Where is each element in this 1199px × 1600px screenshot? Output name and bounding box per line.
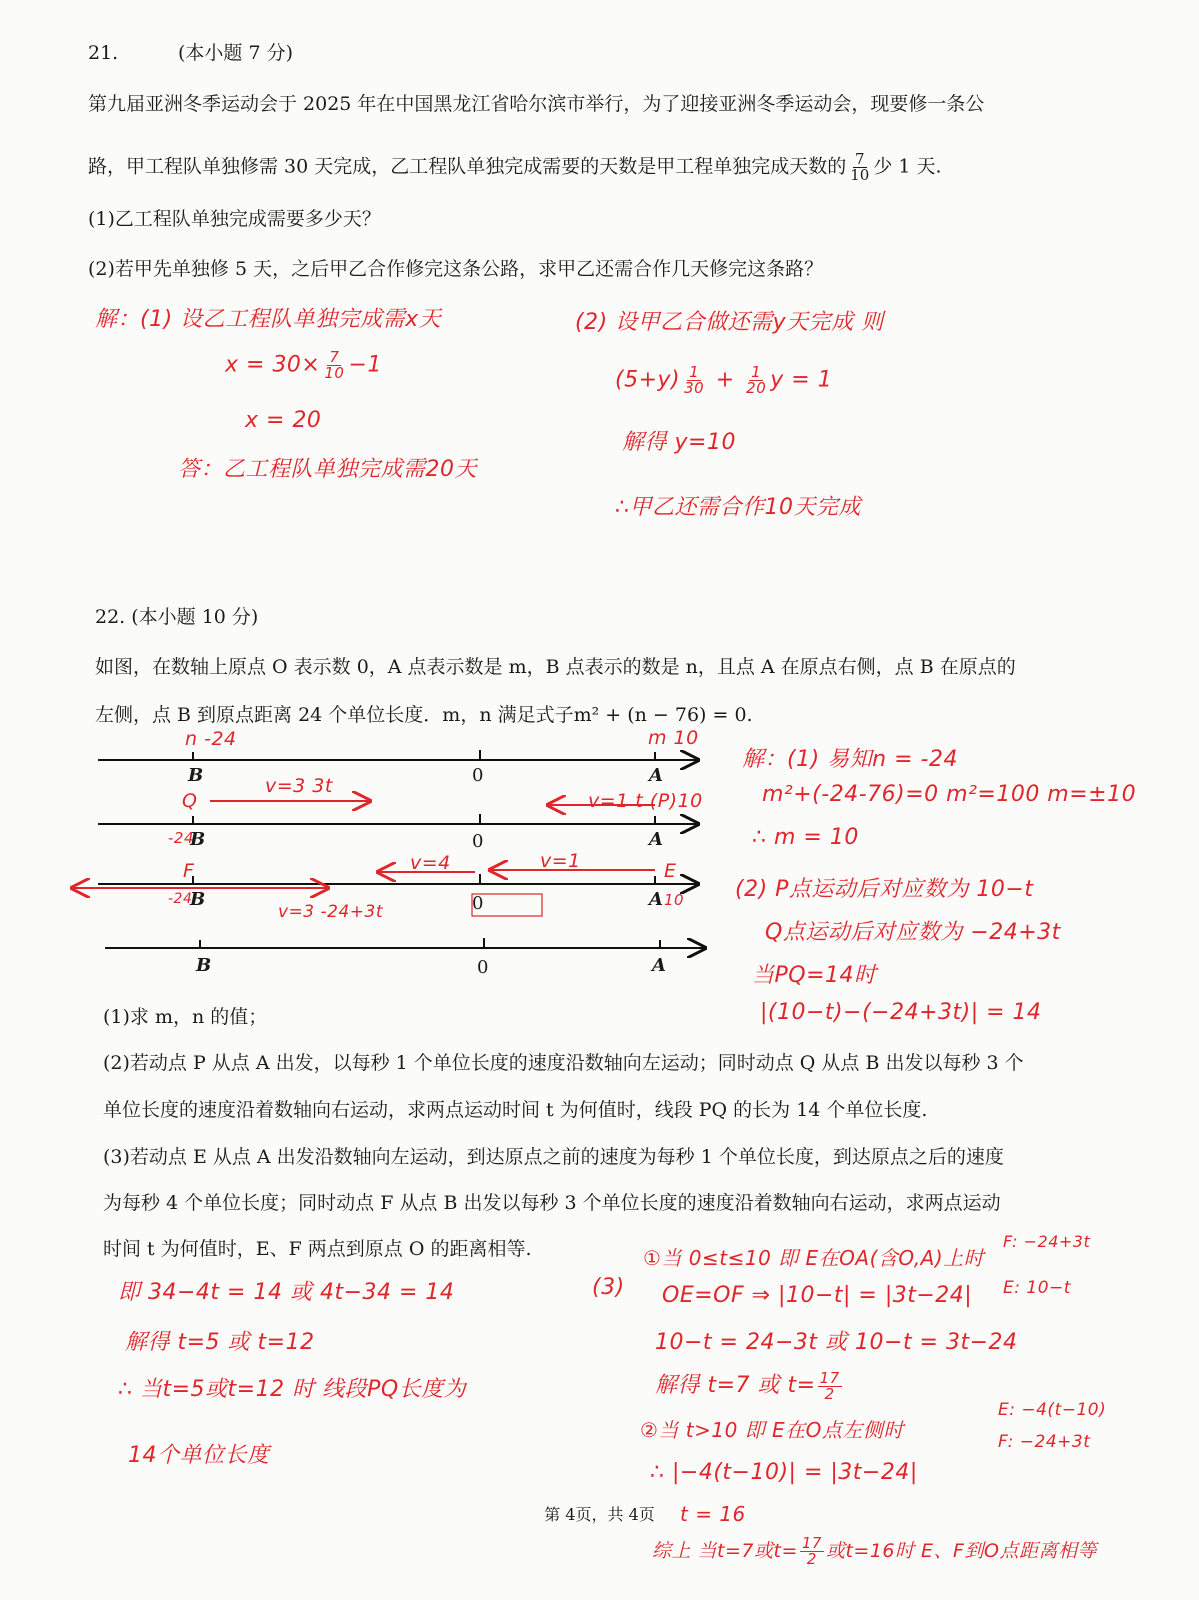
q22-answer-c8: 综上 当t=7或t= $\frac{17}{2}$ 或t=16时 E、F到O点距离相等 (652, 1534, 1097, 1568)
q21-part2: (2)若甲先单独修 5 天，之后甲乙合作修完这条公路，求甲乙还需合作几天修完这条路？ (88, 258, 824, 280)
q22-part3-line1: (3)若动点 E 从点 A 出发沿数轴向左运动，到达原点之前的速度为每秒 1 个单位长度，到达原点之后的速度 (103, 1146, 1004, 1168)
axis3-note-v4: v=4 (410, 852, 451, 874)
q22-answer-c3: 10−t = 24−3t 或 10−t = 3t−24 (655, 1330, 1018, 1355)
q22-line1: 如图，在数轴上原点 O 表示数 0，A 点表示数是 m，B 点表示的数是 n，且点 A 在原点右侧，点 B 在原点的 (95, 656, 1016, 678)
q22-answer-r6: 当PQ=14时 (752, 963, 877, 988)
q22-answer-r7: |(10−t)−(−24+3t)| = 14 (760, 1000, 1042, 1025)
axis3-label-O: 0 (472, 893, 484, 914)
q21-line2: 路，甲工程队单独修需 30 天完成，乙工程队单独完成需要的天数是甲工程单独完成天数的 $\frac{7}{10}$ 少 1 天. (88, 150, 942, 184)
q22-part3-line2: 为每秒 4 个单位长度；同时动点 F 从点 B 出发以每秒 3 个单位长度的速度沿着数轴向右运动，求两点运动 (103, 1192, 1001, 1214)
q22-line2: 左侧，点 B 到原点距离 24 个单位长度．m，n 满足式子m² + (n − 76) = 0. (95, 704, 753, 726)
q22-answer-c5-e: E: −4(t−10) (998, 1400, 1107, 1420)
q22-answer-c1-f: F: −24+3t (1003, 1232, 1091, 1251)
q22-part3-line3: 时间 t 为何值时，E、F 两点到原点 O 的距离相等. (103, 1238, 532, 1260)
axis4-label-O: 0 (477, 957, 489, 978)
q21-answer-2-line4: ∴甲乙还需合作10天完成 (615, 495, 861, 520)
q21-number: 21. (88, 42, 119, 64)
axis2-note-v3: v=3 3t (265, 775, 333, 797)
q21-answer-1-line3: x = 20 (245, 408, 322, 433)
q22-answer-r2: m²+(-24-76)=0 m²=100 m=±10 (762, 782, 1137, 807)
axis1-label-O: 0 (472, 765, 484, 786)
axis4-label-A: A (652, 955, 666, 976)
axis3-note-B: -24 (168, 891, 193, 907)
q22-answer-c4: 解得 t=7 或 t= $\frac{17}{2}$ (655, 1368, 840, 1403)
axis2-label-O: 0 (472, 831, 484, 852)
axis1-label-B: B (188, 765, 204, 786)
axis1-note-B: n -24 (185, 728, 237, 750)
axis3-label-B: B (190, 889, 206, 910)
q21-line1: 第九届亚洲冬季运动会于 2025 年在中国黑龙江省哈尔滨市举行，为了迎接亚洲冬季运动会，现要修一条公 (88, 93, 985, 115)
axis2-note-Q: Q (182, 790, 198, 812)
q21-answer-2-line3: 解得 y=10 (622, 430, 736, 455)
axis3-note-v1: v=1 (540, 850, 581, 872)
fraction-seven-tenths: $\frac{7}{10}$ (850, 150, 870, 184)
q22-answer-l1: 即 34−4t = 14 或 4t−34 = 14 (118, 1280, 455, 1305)
axis2-note-v1: v=1 t (P)10 (588, 790, 703, 812)
page-footer: 第 4页，共 4页 (544, 1505, 655, 1524)
axis3-note-A: 10 (664, 891, 685, 909)
q22-answer-c5: ②当 t>10 即 E在O点左侧时 (640, 1418, 904, 1442)
q22-answer-c1: ①当 0≤t≤10 即 E在OA(含O,A)上时 (643, 1246, 985, 1270)
q22-answer-l3: ∴ 当t=5或t=12 时 线段PQ长度为 (118, 1377, 467, 1402)
q22-answer-r1: 解：(1) 易知n = -24 (742, 747, 958, 772)
q22-answer-r5: Q点运动后对应数为 −24+3t (765, 920, 1061, 945)
q22-answer-l2: 解得 t=5 或 t=12 (125, 1330, 315, 1355)
q22-answer-c6: ∴ |−4(t−10)| = |3t−24| (650, 1460, 918, 1485)
axis3-note-E: E (664, 860, 677, 882)
axis3-note-F: F (183, 860, 195, 882)
q22-answer-l4: 14个单位长度 (128, 1443, 270, 1468)
axis3-note-F2: v=3 -24+3t (278, 902, 384, 922)
q22-answer-c2: OE=OF ⇒ |10−t| = |3t−24| (662, 1283, 973, 1308)
axis1-note-A: m 10 (648, 727, 699, 749)
q22-answer-c7: t = 16 (680, 1502, 746, 1526)
q21-answer-2-line2: (5+y) $\frac{1}{30}$ + $\frac{1}{20}$ y = 1 (615, 363, 833, 397)
q22-answer-r4: (2) P点运动后对应数为 10−t (735, 877, 1034, 902)
q22-answer-c1-e: E: 10−t (1003, 1278, 1071, 1298)
q21-part1: (1)乙工程队单独完成需要多少天？ (88, 208, 381, 230)
axis1-label-A: A (649, 765, 663, 786)
q22-header: 22. (本小题 10 分) (95, 606, 259, 628)
axis2-label-B: B (190, 829, 206, 850)
q22-part2-line2: 单位长度的速度沿着数轴向右运动，求两点运动时间 t 为何值时，线段 PQ 的长为 14 个单位长度. (103, 1099, 928, 1121)
axis3-label-A: A (649, 889, 663, 910)
axis2-label-A: A (649, 829, 663, 850)
q22-answer-p3-label: (3) (592, 1275, 625, 1300)
axis2-note-B: -24 (168, 829, 194, 847)
q22-answer-c5-f: F: −24+3t (998, 1432, 1091, 1452)
q21-answer-1-line4: 答：乙工程队单独完成需20天 (178, 457, 477, 482)
q22-part2-line1: (2)若动点 P 从点 A 出发，以每秒 1 个单位长度的速度沿数轴向左运动；同时动点 Q 从点 B 出发以每秒 3 个 (103, 1052, 1024, 1074)
q21-score: (本小题 7 分) (178, 42, 293, 64)
q22-answer-r3: ∴ m = 10 (752, 825, 859, 850)
q21-answer-1-line2: x = 30× $\frac{7}{10}$ −1 (225, 348, 382, 382)
q21-answer-1-line1: 解：(1) 设乙工程队单独完成需x天 (95, 307, 442, 332)
axis4-label-B: B (196, 955, 212, 976)
q22-part1: (1)求 m，n 的值； (103, 1006, 268, 1028)
q21-answer-2-line1: (2) 设甲乙合做还需y天完成 则 (575, 310, 884, 335)
